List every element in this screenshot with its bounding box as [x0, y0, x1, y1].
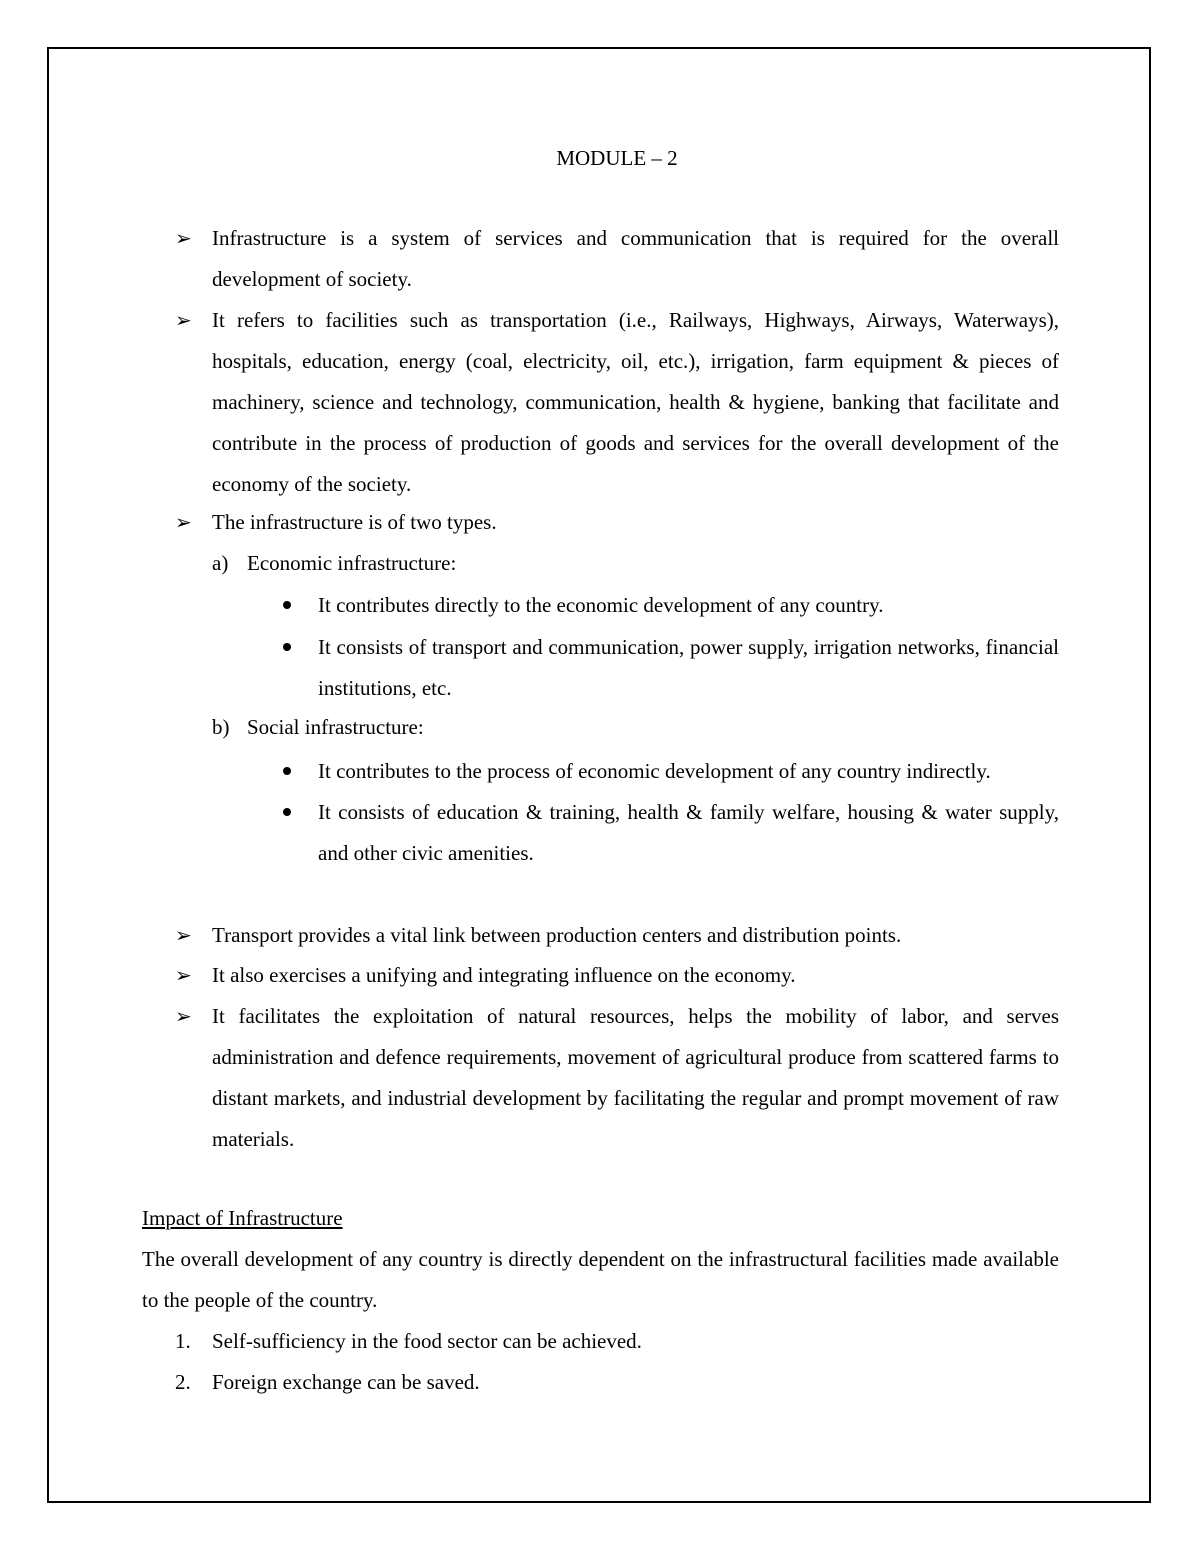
list-number: 2.: [175, 1370, 191, 1394]
list-item-text: Foreign exchange can be saved.: [212, 1370, 480, 1394]
arrow-bullet-icon: ➢: [175, 963, 192, 987]
page-title: MODULE – 2: [556, 146, 678, 170]
list-item-text: Self-sufficiency in the food sector can be achieved.: [212, 1329, 642, 1353]
point-text: It consists of education & training, health & family welfare, housing & water supply, and other civic amenities.: [318, 800, 1059, 865]
point-text: It consists of transport and communication, power supply, irrigation networks, financial institutions, etc.: [318, 635, 1059, 700]
arrow-bullet-icon: ➢: [175, 923, 192, 947]
point-text: It contributes to the process of economic development of any country indirectly.: [318, 759, 991, 783]
arrow-bullet-icon: ➢: [175, 308, 192, 332]
arrow-bullet-icon: ➢: [175, 226, 192, 250]
type-marker: a): [212, 551, 229, 575]
transport-item-text: Transport provides a vital link between production centers and distribution points.: [212, 923, 902, 947]
section-heading-impact: Impact of Infrastructure: [142, 1206, 343, 1230]
type-label: Economic infrastructure:: [247, 551, 457, 575]
intro-item-text: Infrastructure is a system of services and communication that is required for the overall development of society.: [212, 226, 1059, 291]
type-marker: b): [212, 715, 230, 739]
bullet-dot-icon: [283, 767, 291, 775]
arrow-bullet-icon: ➢: [175, 510, 192, 534]
intro-item-text: The infrastructure is of two types.: [212, 510, 497, 534]
impact-paragraph: The overall development of any country is directly dependent on the infrastructural facilities made available to the people of the country.: [142, 1247, 1059, 1312]
bullet-dot-icon: [283, 643, 291, 651]
bullet-dot-icon: [283, 601, 291, 609]
point-text: It contributes directly to the economic development of any country.: [318, 593, 884, 617]
arrow-bullet-icon: ➢: [175, 1004, 192, 1028]
transport-item-text: It also exercises a unifying and integrating influence on the economy.: [212, 963, 796, 987]
intro-item-text: It refers to facilities such as transportation (i.e., Railways, Highways, Airways, Waterways), hospitals, education, energy (coal, electricity, oil, etc.), irrigation, farm equipment & pieces of machinery, science and technology, communication, health & hygiene, banking that facilitate and contribute in the process of production of goods and services for the overall development of the economy of the society.: [212, 308, 1059, 496]
bullet-dot-icon: [283, 808, 291, 816]
type-label: Social infrastructure:: [247, 715, 424, 739]
list-number: 1.: [175, 1329, 191, 1353]
transport-item-text: It facilitates the exploitation of natural resources, helps the mobility of labor, and serves administration and defence requirements, movement of agricultural produce from scattered farms to distant markets, and industrial development by facilitating the regular and prompt movement of raw materials.: [212, 1004, 1059, 1151]
